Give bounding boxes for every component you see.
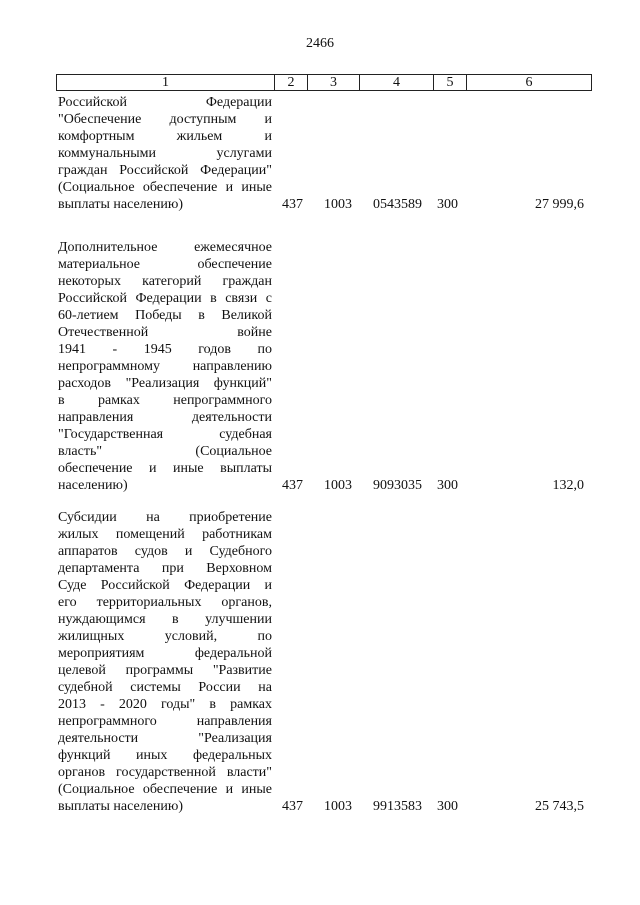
description-line: жилищных условий, по xyxy=(58,629,272,644)
description-line: деятельности "Реализация xyxy=(58,731,272,746)
description-line: в рамках непрограммного xyxy=(58,393,272,408)
description-line: "Обеспечение доступным и xyxy=(58,112,272,127)
cell-admin-code: 437 xyxy=(282,799,303,814)
description-line: Суде Российской Федерации и xyxy=(58,578,272,593)
table-row xyxy=(56,509,590,815)
description-line: коммунальными услугами xyxy=(58,146,272,161)
cell-target-code: 9913583 xyxy=(373,799,422,814)
description-line: "Государственная судебная xyxy=(58,427,272,442)
table-row xyxy=(56,239,590,494)
description-line: власть" (Социальное xyxy=(58,444,272,459)
description-line: аппаратов судов и Судебного xyxy=(58,544,272,559)
cell-amount: 132,0 xyxy=(552,478,584,493)
description-line: Российской Федерации xyxy=(58,95,272,110)
cell-admin-code: 437 xyxy=(282,197,303,212)
column-header-2: 2 xyxy=(275,75,308,90)
cell-section-code: 1003 xyxy=(324,197,352,212)
table-row xyxy=(56,94,590,213)
description-line: судебной системы России на xyxy=(58,680,272,695)
description-line: мероприятиям федеральной xyxy=(58,646,272,661)
description-line: 1941 - 1945 годов по xyxy=(58,342,272,357)
description-line: 60-летием Победы в Великой xyxy=(58,308,272,323)
description-line: Дополнительное ежемесячное xyxy=(58,240,272,255)
description-line: его территориальных органов, xyxy=(58,595,272,610)
column-header-6: 6 xyxy=(525,75,533,90)
column-header-5: 5 xyxy=(434,75,467,90)
column-header-3: 3 xyxy=(308,75,360,90)
description-line: направления деятельности xyxy=(58,410,272,425)
description-line: расходов "Реализация функций" xyxy=(58,376,272,391)
description-line: непрограммному направлению xyxy=(58,359,272,374)
column-header-4: 4 xyxy=(360,75,434,90)
description-line: органов государственной власти" xyxy=(58,765,272,780)
description-line: (Социальное обеспечение и иные xyxy=(58,180,272,195)
cell-amount: 27 999,6 xyxy=(535,197,584,212)
description-line: департамента при Верховном xyxy=(58,561,272,576)
cell-section-code: 1003 xyxy=(324,478,352,493)
row-description xyxy=(58,239,272,494)
cell-expense-type: 300 xyxy=(437,799,458,814)
cell-amount: 25 743,5 xyxy=(535,799,584,814)
description-line: непрограммного направления xyxy=(58,714,272,729)
description-line: жилых помещений работникам xyxy=(58,527,272,542)
cell-admin-code: 437 xyxy=(282,478,303,493)
description-line: выплаты населению) xyxy=(58,197,183,212)
description-line: Российской Федерации в связи с xyxy=(58,291,272,306)
description-line: обеспечение и иные выплаты xyxy=(58,461,272,476)
description-line: населению) xyxy=(58,478,128,493)
description-line: (Социальное обеспечение и иные xyxy=(58,782,272,797)
cell-target-code: 0543589 xyxy=(373,197,422,212)
description-line: 2013 - 2020 годы" в рамках xyxy=(58,697,272,712)
cell-expense-type: 300 xyxy=(437,478,458,493)
cell-expense-type: 300 xyxy=(437,197,458,212)
description-line: граждан Российской Федерации" xyxy=(58,163,272,178)
description-line: Субсидии на приобретение xyxy=(58,510,272,525)
description-line: некоторых категорий граждан xyxy=(58,274,272,289)
description-line: нуждающимся в улучшении xyxy=(58,612,272,627)
description-line: функций иных федеральных xyxy=(58,748,272,763)
column-header-1: 1 xyxy=(57,75,275,90)
row-description xyxy=(58,94,272,213)
description-line: материальное обеспечение xyxy=(58,257,272,272)
page-number: 2466 xyxy=(306,36,334,51)
description-line: комфортным жильем и xyxy=(58,129,272,144)
cell-target-code: 9093035 xyxy=(373,478,422,493)
description-line: Отечественной войне xyxy=(58,325,272,340)
cell-section-code: 1003 xyxy=(324,799,352,814)
description-line: выплаты населению) xyxy=(58,799,183,814)
row-description xyxy=(58,509,272,815)
table-header xyxy=(56,74,592,91)
description-line: целевой программы "Развитие xyxy=(58,663,272,678)
